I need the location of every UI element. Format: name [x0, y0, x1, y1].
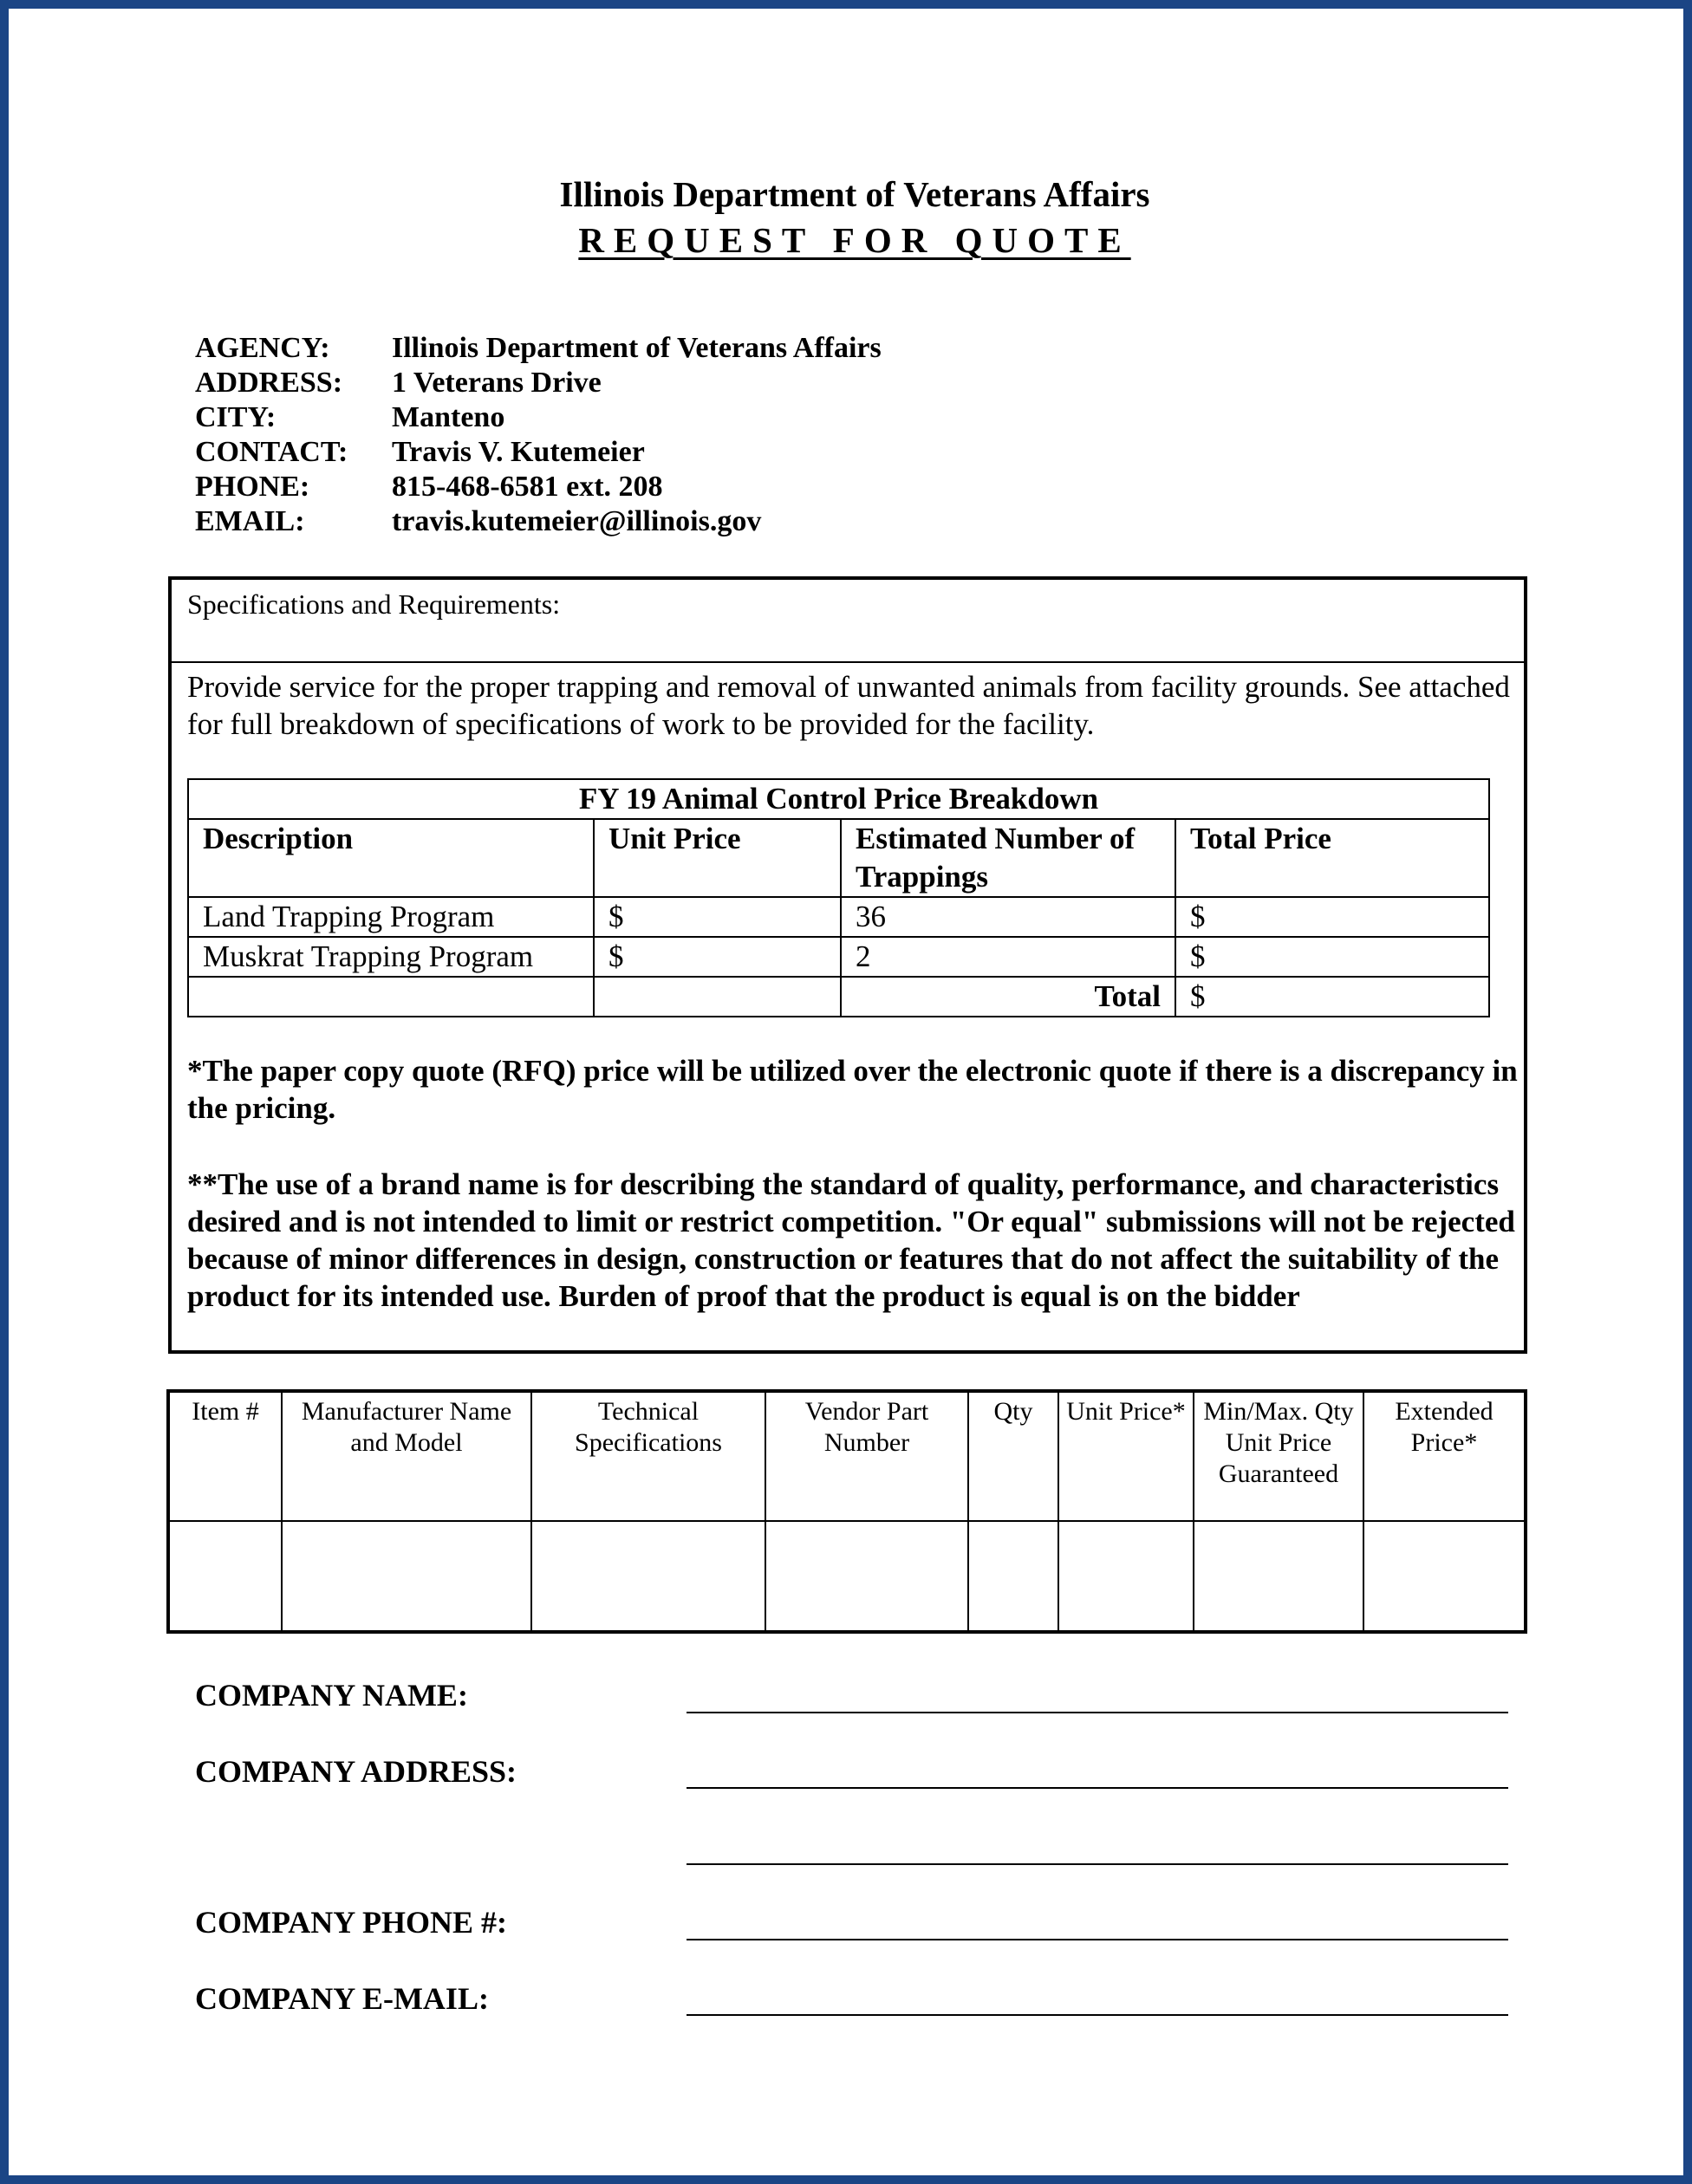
cell-total: $: [1175, 937, 1489, 977]
cell-extended-price[interactable]: [1363, 1521, 1525, 1631]
company-email-label: COMPANY E-MAIL:: [195, 1981, 489, 2016]
column-header-description: Description: [188, 819, 594, 897]
cell-manufacturer[interactable]: [282, 1521, 531, 1631]
info-value: 815-468-6581 ext. 208: [392, 471, 663, 503]
cell-item[interactable]: [169, 1521, 282, 1631]
column-header-manufacturer: Manufacturer Name and Model: [282, 1392, 531, 1521]
cell-qty[interactable]: [968, 1521, 1058, 1631]
cell-unit-price: $: [594, 937, 841, 977]
cell-description: Land Trapping Program: [188, 897, 594, 937]
info-row-agency: [195, 331, 882, 366]
info-row-contact: [195, 435, 882, 470]
info-label: AGENCY:: [195, 332, 330, 364]
column-header-estimated: Estimated Number of Trappings: [841, 819, 1175, 897]
table-row: [169, 1521, 1525, 1631]
form-title: [9, 219, 1692, 261]
column-header-item: Item #: [169, 1392, 282, 1521]
price-breakdown-table: [187, 778, 1490, 1017]
company-name-field[interactable]: [687, 1712, 1508, 1713]
cell-min-max[interactable]: [1194, 1521, 1363, 1631]
info-row-address: [195, 366, 882, 400]
column-header-unit-price: Unit Price*: [1058, 1392, 1194, 1521]
cell-empty: [594, 977, 841, 1017]
info-label: PHONE:: [195, 471, 310, 503]
company-phone-field[interactable]: [687, 1939, 1508, 1940]
company-address-field-1[interactable]: [687, 1787, 1508, 1789]
info-value: Illinois Department of Veterans Affairs: [392, 332, 882, 364]
column-header-technical-specs: Technical Specifications: [531, 1392, 765, 1521]
info-label: CONTACT:: [195, 436, 348, 468]
cell-total: $: [1175, 897, 1489, 937]
info-row-email: [195, 504, 882, 539]
column-header-extended-price: Extended Price*: [1363, 1392, 1525, 1521]
cell-unit-price: $: [594, 897, 841, 937]
cell-estimated: 36: [841, 897, 1175, 937]
info-value: travis.kutemeier@illinois.gov: [392, 505, 762, 537]
info-label: ADDRESS:: [195, 367, 343, 399]
column-header-total-price: Total Price: [1175, 819, 1489, 897]
cell-estimated: 2: [841, 937, 1175, 977]
total-row: [188, 977, 1489, 1017]
note-brand-name: **The use of a brand name is for describing the standard of quality, performance, and characteristics desired and is not intended to limit or restrict competition. "Or equal" submissions will not be rejected because of minor differences in design, construction or features that do not affect the suitability of the product for its intended use. Burden of proof that the product is equal is on the bidder: [187, 1167, 1515, 1313]
info-row-city: [195, 400, 882, 435]
cell-description: Muskrat Trapping Program: [188, 937, 594, 977]
item-table: [168, 1391, 1526, 1632]
price-table-caption: FY 19 Animal Control Price Breakdown: [188, 779, 1489, 819]
specifications-box: [168, 576, 1527, 1354]
contact-info: [195, 331, 882, 539]
info-value: Manteno: [392, 401, 505, 433]
specifications-description: Provide service for the proper trapping and removal of unwanted animals from facility grounds. See attached for full breakdown of specifications of work to be provided for the facility.: [187, 670, 1510, 741]
cell-vendor-part[interactable]: [765, 1521, 968, 1631]
company-address-field-2[interactable]: [687, 1863, 1508, 1865]
company-email-field[interactable]: [687, 2014, 1508, 2016]
agency-title: Illinois Department of Veterans Affairs: [559, 174, 1150, 214]
form-title-text: REQUEST FOR QUOTE: [578, 220, 1131, 260]
table-row: [188, 897, 1489, 937]
info-label: CITY:: [195, 401, 277, 433]
info-row-phone: [195, 470, 882, 504]
company-phone-label: COMPANY PHONE #:: [195, 1905, 507, 1940]
column-header-unit-price: Unit Price: [594, 819, 841, 897]
note-paper-copy: *The paper copy quote (RFQ) price will be utilized over the electronic quote if there is a discrepancy in the pricing.: [187, 1054, 1518, 1125]
total-value: $: [1175, 977, 1489, 1017]
company-name-label: COMPANY NAME:: [195, 1678, 468, 1713]
column-header-min-max: Min/Max. Qty Unit Price Guaranteed: [1194, 1392, 1363, 1521]
column-header-qty: Qty: [968, 1392, 1058, 1521]
column-header-vendor-part: Vendor Part Number: [765, 1392, 968, 1521]
cell-unit-price[interactable]: [1058, 1521, 1194, 1631]
total-label: Total: [841, 977, 1175, 1017]
info-value: 1 Veterans Drive: [392, 367, 602, 399]
cell-technical-specs[interactable]: [531, 1521, 765, 1631]
cell-empty: [188, 977, 594, 1017]
specifications-heading: Specifications and Requirements:: [172, 580, 1524, 663]
info-label: EMAIL:: [195, 505, 305, 537]
table-row: [188, 937, 1489, 977]
company-address-label: COMPANY ADDRESS:: [195, 1754, 517, 1789]
info-value: Travis V. Kutemeier: [392, 436, 645, 468]
